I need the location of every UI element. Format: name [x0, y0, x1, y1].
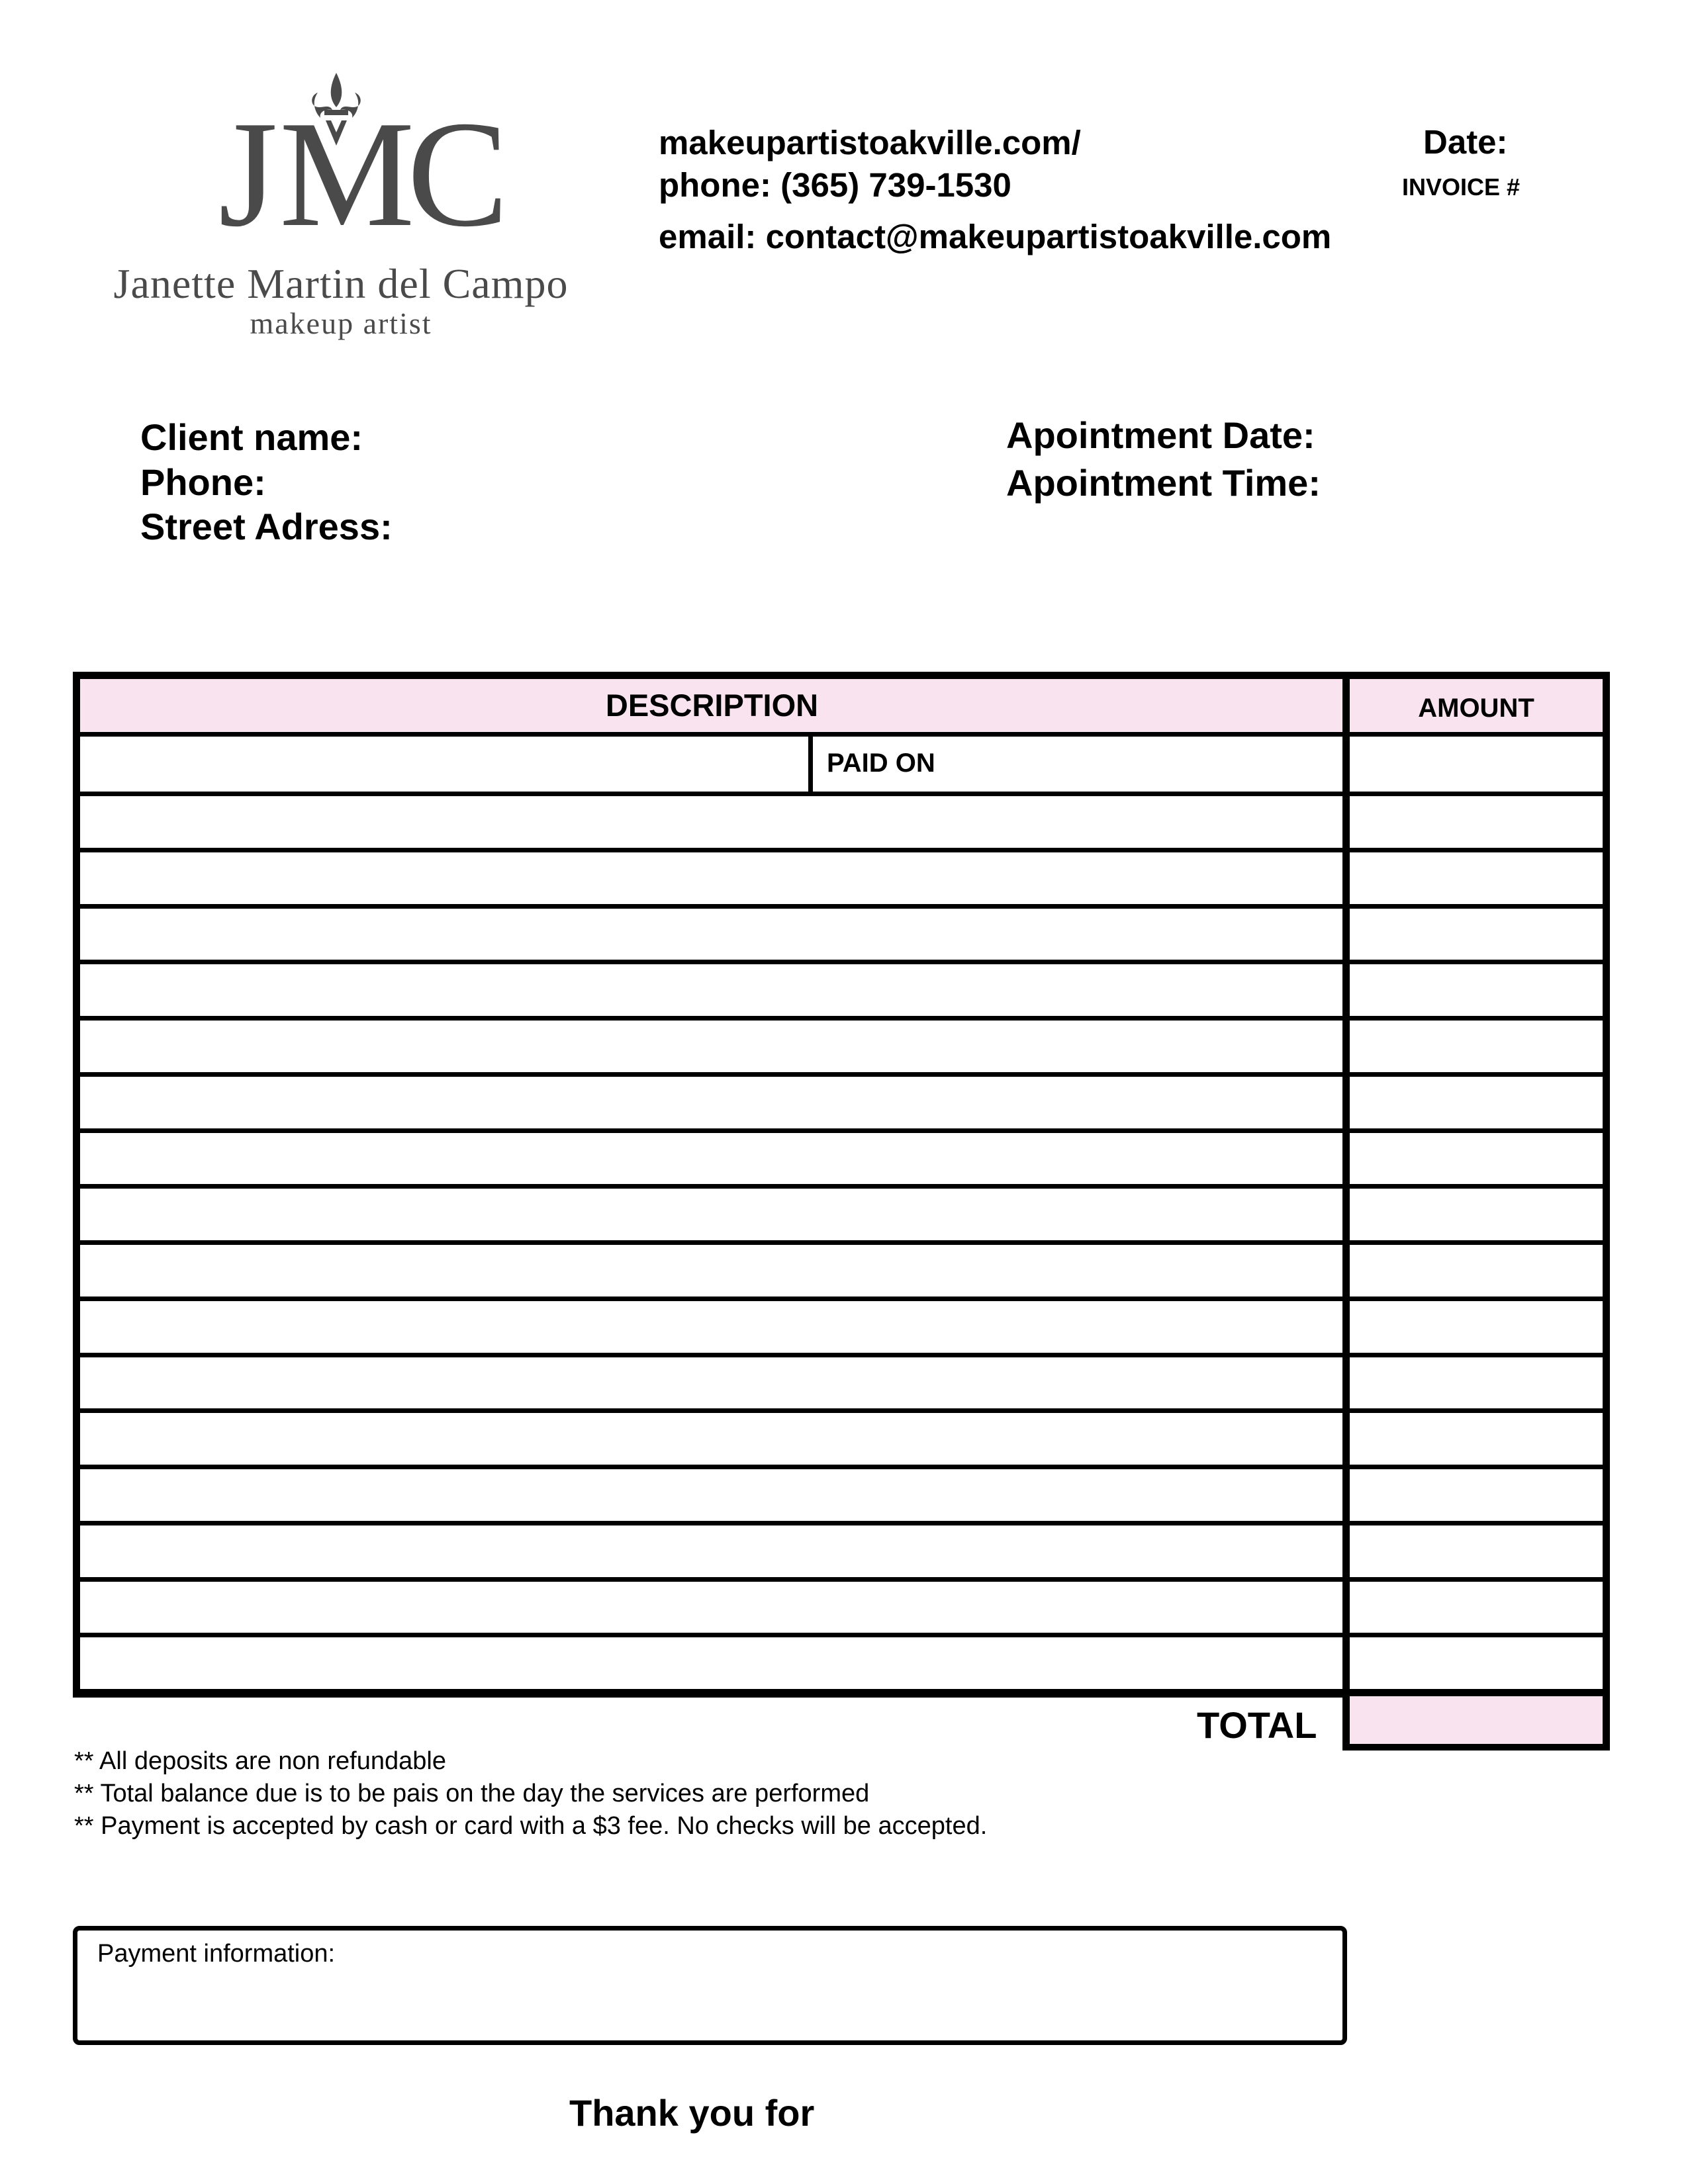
payment-information-label: Payment information: — [97, 1940, 336, 1968]
amount-row — [1350, 960, 1603, 964]
amount-row — [1350, 1465, 1603, 1469]
amount-row — [1350, 1184, 1603, 1189]
note-payment-methods: ** Payment is accepted by cash or card with a $3 fee. No checks will be accepted. — [74, 1812, 988, 1840]
invoice-number-label: INVOICE # — [1402, 173, 1521, 201]
table-row — [80, 1465, 1344, 1469]
description-table — [73, 672, 1344, 1698]
table-row — [80, 792, 1344, 796]
table-row — [80, 904, 1344, 909]
table-row — [80, 1240, 1344, 1245]
note-deposits: ** All deposits are non refundable — [74, 1747, 446, 1775]
appointment-time-label: Apointment Time: — [1006, 462, 1321, 504]
amount-row — [1350, 904, 1603, 909]
amount-row — [1350, 1297, 1603, 1301]
table-row — [80, 1016, 1344, 1021]
amount-row — [1350, 1240, 1603, 1245]
svg-text:M: M — [279, 89, 415, 251]
table-row — [80, 1297, 1344, 1301]
amount-row — [1350, 1633, 1603, 1637]
business-name: Janette Martin del Campo — [113, 260, 569, 307]
email-text: email: contact@makeupartistoakville.com — [659, 218, 1332, 255]
amount-row — [1350, 1072, 1603, 1077]
description-header: DESCRIPTION — [605, 688, 819, 723]
amount-row — [1350, 1128, 1603, 1133]
client-name-label: Client name: — [140, 416, 363, 458]
amount-row — [1350, 1577, 1603, 1582]
table-row — [80, 1521, 1344, 1525]
amount-row — [1350, 1521, 1603, 1525]
table-row — [80, 1128, 1344, 1133]
table-row — [80, 848, 1344, 852]
amount-column — [1342, 672, 1610, 1751]
amount-row — [1350, 848, 1603, 852]
phone-text: phone: (365) 739-1530 — [659, 166, 1011, 204]
amount-row — [1350, 1353, 1603, 1357]
total-label: TOTAL — [1197, 1704, 1317, 1746]
table-row — [80, 1408, 1344, 1413]
jmc-logo — [218, 66, 510, 251]
street-address-label: Street Adress: — [140, 506, 393, 547]
payment-information-box[interactable] — [73, 1926, 1347, 2045]
note-balance-due: ** Total balance due is to be pais on the day the services are performed — [74, 1780, 870, 1807]
table-row — [80, 1577, 1344, 1582]
website-text: makeupartistoakville.com/ — [659, 124, 1081, 161]
table-row — [80, 960, 1344, 964]
business-subtitle: makeup artist — [250, 306, 432, 340]
paid-on-label: PAID ON — [827, 749, 935, 778]
amount-row — [1350, 1016, 1603, 1021]
table-row — [80, 1072, 1344, 1077]
thank-you-text: Thank you for — [569, 2092, 815, 2134]
table-row — [80, 1633, 1344, 1637]
total-amount-cell[interactable] — [1350, 1696, 1603, 1744]
date-label: Date: — [1423, 123, 1508, 161]
appointment-date-label: Apointment Date: — [1006, 414, 1315, 456]
client-phone-label: Phone: — [140, 461, 266, 503]
amount-row — [1350, 792, 1603, 796]
logo-monogram: J — [218, 89, 278, 251]
svg-text:C: C — [407, 89, 509, 251]
amount-row — [1350, 1408, 1603, 1413]
table-row — [80, 1353, 1344, 1357]
table-row — [80, 1184, 1344, 1189]
amount-header: AMOUNT — [1418, 694, 1534, 723]
